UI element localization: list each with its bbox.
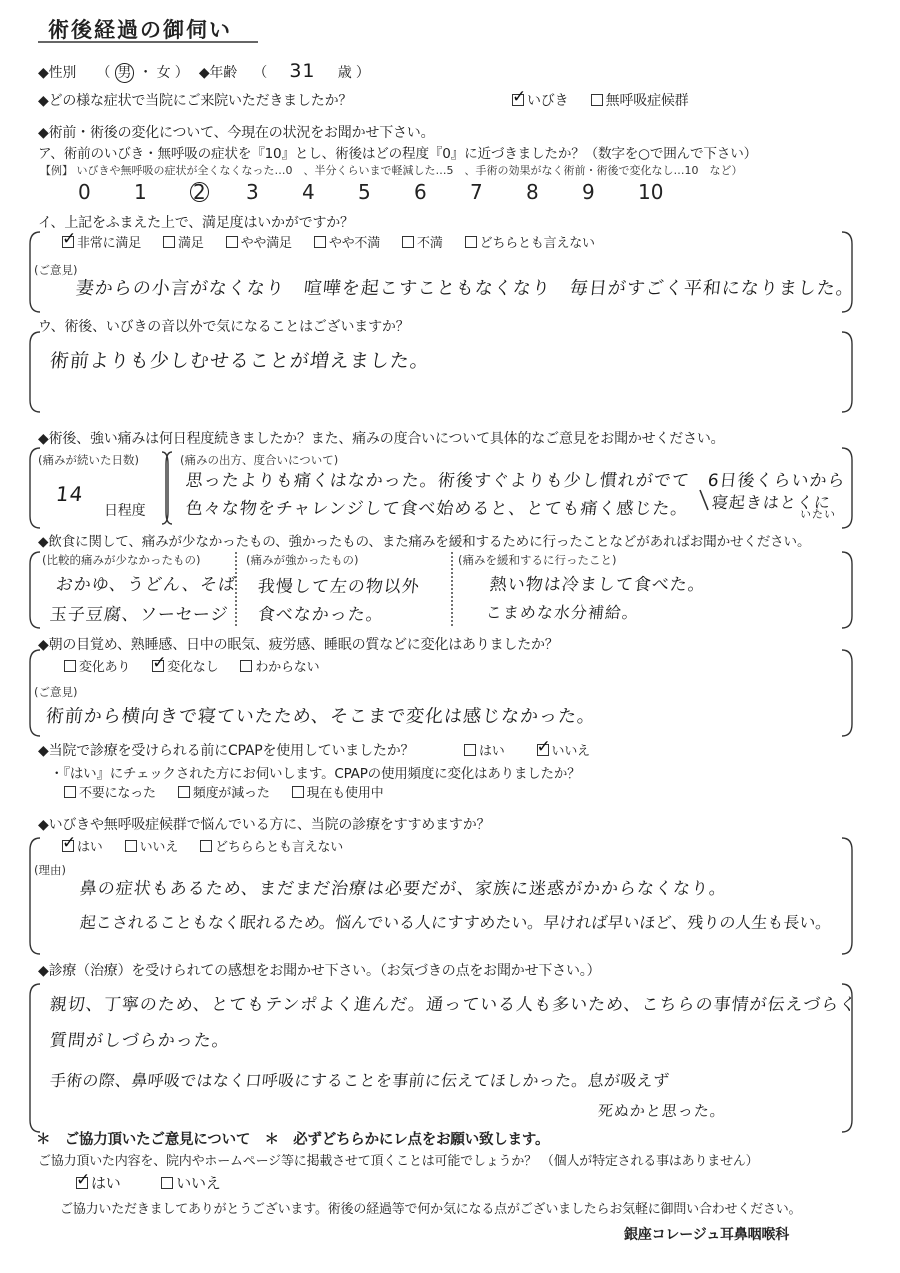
scale-number-4[interactable]: 4 bbox=[302, 180, 315, 204]
satisfaction-option[interactable] bbox=[314, 236, 380, 251]
food-col3-line2[interactable]: こまめな水分補給。 bbox=[484, 603, 640, 622]
cpap-sub-question: ・『はい』にチェックされた方にお伺いします。CPAPの使用頻度に変化はありましたか？ bbox=[50, 766, 581, 782]
satisfaction-option[interactable] bbox=[402, 236, 443, 251]
sleep-label: 変化あり bbox=[79, 660, 131, 675]
sleep-option[interactable] bbox=[152, 660, 218, 675]
impression-line3[interactable]: 手術の際、鼻呼吸ではなく口呼吸にすることを事前に伝えてほしかった。息が吸えず bbox=[48, 1071, 671, 1090]
clinic-name: 銀座コレージュ耳鼻咽喉科 bbox=[624, 1227, 790, 1243]
satisfaction-question: イ、上記をふまえた上で、満足度はいかがですか？ bbox=[38, 215, 354, 231]
gender-male-option[interactable]: 男 bbox=[115, 63, 135, 83]
permission-yes-checkbox[interactable] bbox=[76, 1177, 88, 1189]
satisfaction-checkbox[interactable] bbox=[62, 236, 74, 248]
footnote-heading: ＊ ご協力頂いたご意見について ＊ 必ずどちらかにレ点をお願い致します。 bbox=[36, 1132, 550, 1148]
satisfaction-label: やや不満 bbox=[328, 236, 381, 251]
food-col2-line2[interactable]: 食べなかった。 bbox=[256, 605, 385, 625]
cpap-options bbox=[464, 740, 590, 759]
other-concerns-answer[interactable]: 術前よりも少しむせることが増えました。 bbox=[48, 350, 432, 372]
recommend-reason-label: (理由) bbox=[34, 863, 66, 877]
sleep-checkbox[interactable] bbox=[152, 660, 164, 672]
sleep-label: わからない bbox=[255, 660, 320, 675]
form-title: 術後経過の御伺い bbox=[48, 18, 232, 42]
pain-days-label: (痛みが続いた日数) bbox=[38, 453, 139, 467]
gender-open-paren: （ bbox=[96, 65, 111, 81]
satisfaction-checkbox[interactable] bbox=[163, 236, 175, 248]
change-example: 【例】 いびきや無呼吸の症状が全くなくなった…0 、半分くらいまで軽減した…5 、手術の効果がなく術前・術後で変化なし…10 など） bbox=[40, 164, 743, 177]
pain-detail-label: (痛みの出方、度合いについて) bbox=[180, 453, 339, 467]
pain-detail-extra[interactable]: 寝起きはとくに bbox=[710, 493, 832, 512]
recommend-options bbox=[62, 836, 365, 855]
scale-number-1[interactable]: 1 bbox=[134, 180, 147, 204]
pain-days-unit: 日程度 bbox=[104, 503, 146, 519]
sleep-question: ◆朝の目覚め、熟睡感、日中の眠気、疲労感、睡眠の質などに変化はありましたか？ bbox=[38, 637, 559, 653]
satisfaction-label: 満足 bbox=[178, 236, 204, 251]
recommend-option[interactable] bbox=[125, 840, 178, 855]
recommend-checkbox[interactable] bbox=[200, 840, 212, 852]
cpap-yes-checkbox[interactable] bbox=[464, 744, 476, 756]
gender-female-option[interactable]: 女 bbox=[156, 65, 171, 81]
recommend-checkbox[interactable] bbox=[62, 840, 74, 852]
satisfaction-opinion[interactable]: 妻からの小言がなくなり 喧嘩を起こすこともなくなり 毎日がすごく平和になりました。 bbox=[74, 278, 856, 299]
scale-number-10[interactable]: 10 bbox=[638, 180, 664, 204]
sleep-opinion[interactable]: 術前から横向きで寝ていたため、そこまで変化は感じなかった。 bbox=[44, 706, 598, 727]
gender-row bbox=[38, 60, 370, 83]
sleep-options bbox=[64, 656, 341, 675]
impression-line1[interactable]: 親切、丁寧のため、とてもテンポよく進んだ。通っている人も多いため、こちらの事情が伝えづらく bbox=[48, 995, 859, 1015]
food-question: ◆飲食に関して、痛みが少なかったもの、強かったもの、また痛みを緩和するために行ったことなどがあればお聞かせください。 bbox=[38, 534, 811, 550]
gender-close-paren: ） bbox=[174, 65, 189, 81]
cpap-frequency-option[interactable] bbox=[64, 786, 156, 801]
scale-number-8[interactable]: 8 bbox=[526, 180, 539, 204]
snoring-checkbox[interactable] bbox=[512, 94, 524, 106]
permission-no-checkbox[interactable] bbox=[161, 1177, 173, 1189]
sleep-option[interactable] bbox=[240, 660, 319, 675]
symptom-options bbox=[512, 90, 688, 110]
cpap-sub-options bbox=[64, 782, 405, 801]
scale-number-9[interactable]: 9 bbox=[582, 180, 595, 204]
satisfaction-option[interactable] bbox=[226, 236, 292, 251]
food-col2-label: (痛みが強かったもの) bbox=[246, 553, 359, 567]
satisfaction-options bbox=[62, 232, 617, 251]
recommend-label: いいえ bbox=[139, 840, 179, 855]
sleep-label: 変化なし bbox=[167, 660, 219, 675]
cpap-question: ◆当院で診療を受けられる前にCPAPを使用していましたか？ bbox=[38, 743, 415, 759]
pain-detail-extra2[interactable]: いたい bbox=[799, 508, 837, 521]
recommend-reason-line2[interactable]: 起こされることもなく眠れるため。悩んでいる人にすすめたい。早ければ早いほど、残りの人生も長い。 bbox=[78, 913, 833, 932]
recommend-question: ◆いびきや無呼吸症候群で悩んでいる方に、当院の診療をすすめますか？ bbox=[38, 817, 491, 833]
scale-number-6[interactable]: 6 bbox=[414, 180, 427, 204]
apnea-checkbox[interactable] bbox=[591, 94, 603, 106]
scale-number-5[interactable]: 5 bbox=[358, 180, 371, 204]
scale-number-2[interactable] bbox=[190, 180, 246, 204]
scale-number-0[interactable]: 0 bbox=[78, 180, 91, 204]
satisfaction-checkbox[interactable] bbox=[226, 236, 238, 248]
sleep-option[interactable] bbox=[64, 660, 130, 675]
recommend-option[interactable] bbox=[62, 840, 103, 855]
recommend-option[interactable] bbox=[200, 840, 343, 855]
permission-yes-label: はい bbox=[91, 1174, 121, 1192]
recommend-label: はい bbox=[77, 840, 103, 855]
recommend-checkbox[interactable] bbox=[125, 840, 137, 852]
satisfaction-checkbox[interactable] bbox=[465, 236, 477, 248]
food-col1-line2[interactable]: 玉子豆腐、ソーセージ bbox=[48, 605, 230, 625]
pain-detail-line2[interactable]: 色々な物をチャレンジして食べ始めると、とても痛く感じた。 bbox=[184, 499, 690, 519]
pain-question: ◆術後、強い痛みは何日程度続きましたか？また、痛みの度合いについて具体的なご意見をお聞かせください。 bbox=[38, 431, 725, 447]
cpap-no-checkbox[interactable] bbox=[537, 744, 549, 756]
satisfaction-checkbox[interactable] bbox=[402, 236, 414, 248]
gender-label: ◆性別 bbox=[38, 65, 77, 81]
food-col3-label: (痛みを緩和するに行ったこと) bbox=[458, 553, 617, 567]
recommend-reason-line1[interactable]: 鼻の症状もあるため、まだまだ治療は必要だが、家族に迷惑がかからなくなり。 bbox=[78, 879, 729, 899]
cpap-frequency-label: 不要になった bbox=[79, 786, 156, 801]
satisfaction-option[interactable] bbox=[163, 236, 204, 251]
food-col2-line1[interactable]: 我慢して左の物以外 bbox=[256, 577, 421, 597]
satisfaction-label: 不満 bbox=[417, 236, 443, 251]
satisfaction-label: どちらとも言えない bbox=[479, 236, 595, 251]
improvement-scale bbox=[78, 180, 694, 204]
thanks-message: ご協力いただきましてありがとうございます。術後の経過等で何か気になる点がございましたらお気軽に御問い合わせください。 bbox=[60, 1202, 802, 1217]
sleep-checkbox[interactable] bbox=[64, 660, 76, 672]
pain-detail-line1[interactable]: 思ったよりも痛くはなかった。術後すぐよりも少し慣れがでて 6日後くらいから bbox=[184, 471, 847, 491]
satisfaction-checkbox[interactable] bbox=[314, 236, 326, 248]
food-col1-line1[interactable]: おかゆ、うどん、そば bbox=[54, 575, 238, 595]
cpap-frequency-option[interactable] bbox=[178, 786, 270, 801]
satisfaction-option[interactable] bbox=[62, 236, 141, 251]
change-sub-question: ア、術前のいびき・無呼吸の症状を『10』とし、術後はどの程度『0』に近づきましたか？（数字を○で囲んで下さい） bbox=[38, 146, 757, 162]
cpap-frequency-checkbox[interactable] bbox=[64, 786, 76, 798]
impression-question: ◆診療（治療）を受けられての感想をお聞かせ下さい。（お気づきの点をお聞かせ下さい。） bbox=[38, 963, 601, 979]
snoring-label: いびき bbox=[527, 93, 569, 109]
impression-line2[interactable]: 質問がしづらかった。 bbox=[48, 1031, 231, 1051]
cpap-no-label: いいえ bbox=[551, 744, 590, 759]
age-open-paren: （ bbox=[253, 65, 268, 81]
other-concerns-question: ウ、術後、いびきの音以外で気になることはございますか？ bbox=[38, 319, 410, 335]
cpap-yes-label: はい bbox=[479, 744, 505, 759]
pain-days-value[interactable]: 14 bbox=[54, 482, 85, 506]
sleep-opinion-label: (ご意見) bbox=[34, 685, 78, 699]
cpap-frequency-option[interactable] bbox=[292, 786, 384, 801]
cpap-frequency-label: 頻度が減った bbox=[192, 786, 270, 801]
age-label: ◆年齢 bbox=[198, 65, 237, 81]
scale-selected-circle: 2 bbox=[190, 182, 209, 202]
cpap-frequency-label: 現在も使用中 bbox=[306, 786, 384, 801]
age-unit: 歳 bbox=[337, 65, 352, 81]
age-close-paren: ） bbox=[355, 65, 370, 81]
food-col3-line1[interactable]: 熱い物は冷まして食べた。 bbox=[488, 575, 707, 595]
age-value[interactable]: 31 bbox=[289, 60, 316, 82]
permission-options bbox=[76, 1172, 221, 1193]
gender-separator: ・ bbox=[138, 65, 153, 81]
sleep-checkbox[interactable] bbox=[240, 660, 252, 672]
recommend-label: どちららとも言えない bbox=[215, 840, 344, 855]
cpap-frequency-checkbox[interactable] bbox=[178, 786, 190, 798]
impression-line4[interactable]: 死ぬかと思った。 bbox=[597, 1102, 727, 1120]
permission-no-label: いいえ bbox=[176, 1174, 221, 1192]
apnea-label: 無呼吸症候群 bbox=[605, 93, 689, 109]
change-question: ◆術前・術後の変化について、今現在の状況をお聞かせ下さい。 bbox=[38, 125, 435, 141]
food-col1-label: (比較的痛みが少なかったもの) bbox=[42, 553, 201, 567]
satisfaction-option[interactable] bbox=[465, 236, 595, 251]
satisfaction-opinion-label: (ご意見) bbox=[34, 263, 78, 277]
scale-number-3[interactable]: 3 bbox=[246, 180, 259, 204]
scale-number-7[interactable]: 7 bbox=[470, 180, 483, 204]
satisfaction-label: やや満足 bbox=[240, 236, 292, 251]
cpap-frequency-checkbox[interactable] bbox=[292, 786, 304, 798]
satisfaction-label: 非常に満足 bbox=[77, 236, 142, 251]
symptom-question: ◆どの様な症状で当院にご来院いただきましたか？ bbox=[38, 93, 353, 109]
permission-question: ご協力頂いた内容を、院内やホームページ等に掲載させて頂くことは可能でしょうか？ （個人が特定される事はありません） bbox=[38, 1154, 759, 1169]
